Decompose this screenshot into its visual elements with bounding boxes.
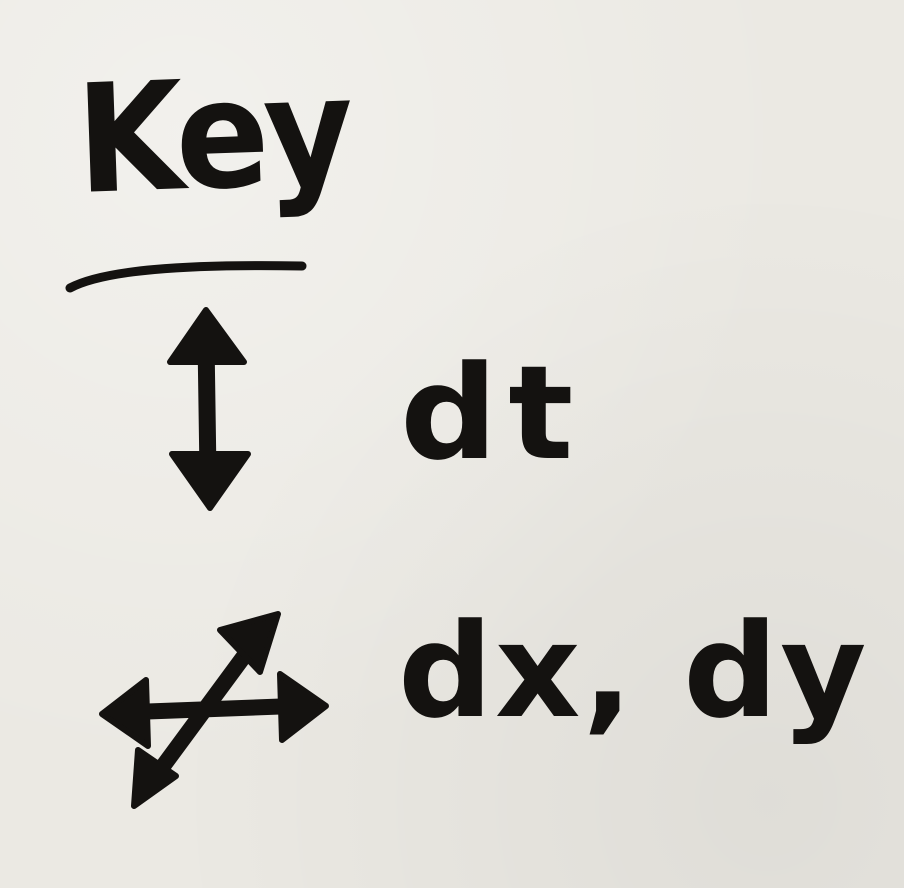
legend-label-dx-dy: dx, dy: [398, 595, 869, 747]
title-underline: [64, 256, 308, 296]
legend-label-dt: dt: [400, 337, 584, 489]
crossed-arrows-icon: [94, 600, 334, 814]
key-title: Key: [73, 44, 352, 228]
vertical-double-arrow-icon: [156, 304, 256, 514]
